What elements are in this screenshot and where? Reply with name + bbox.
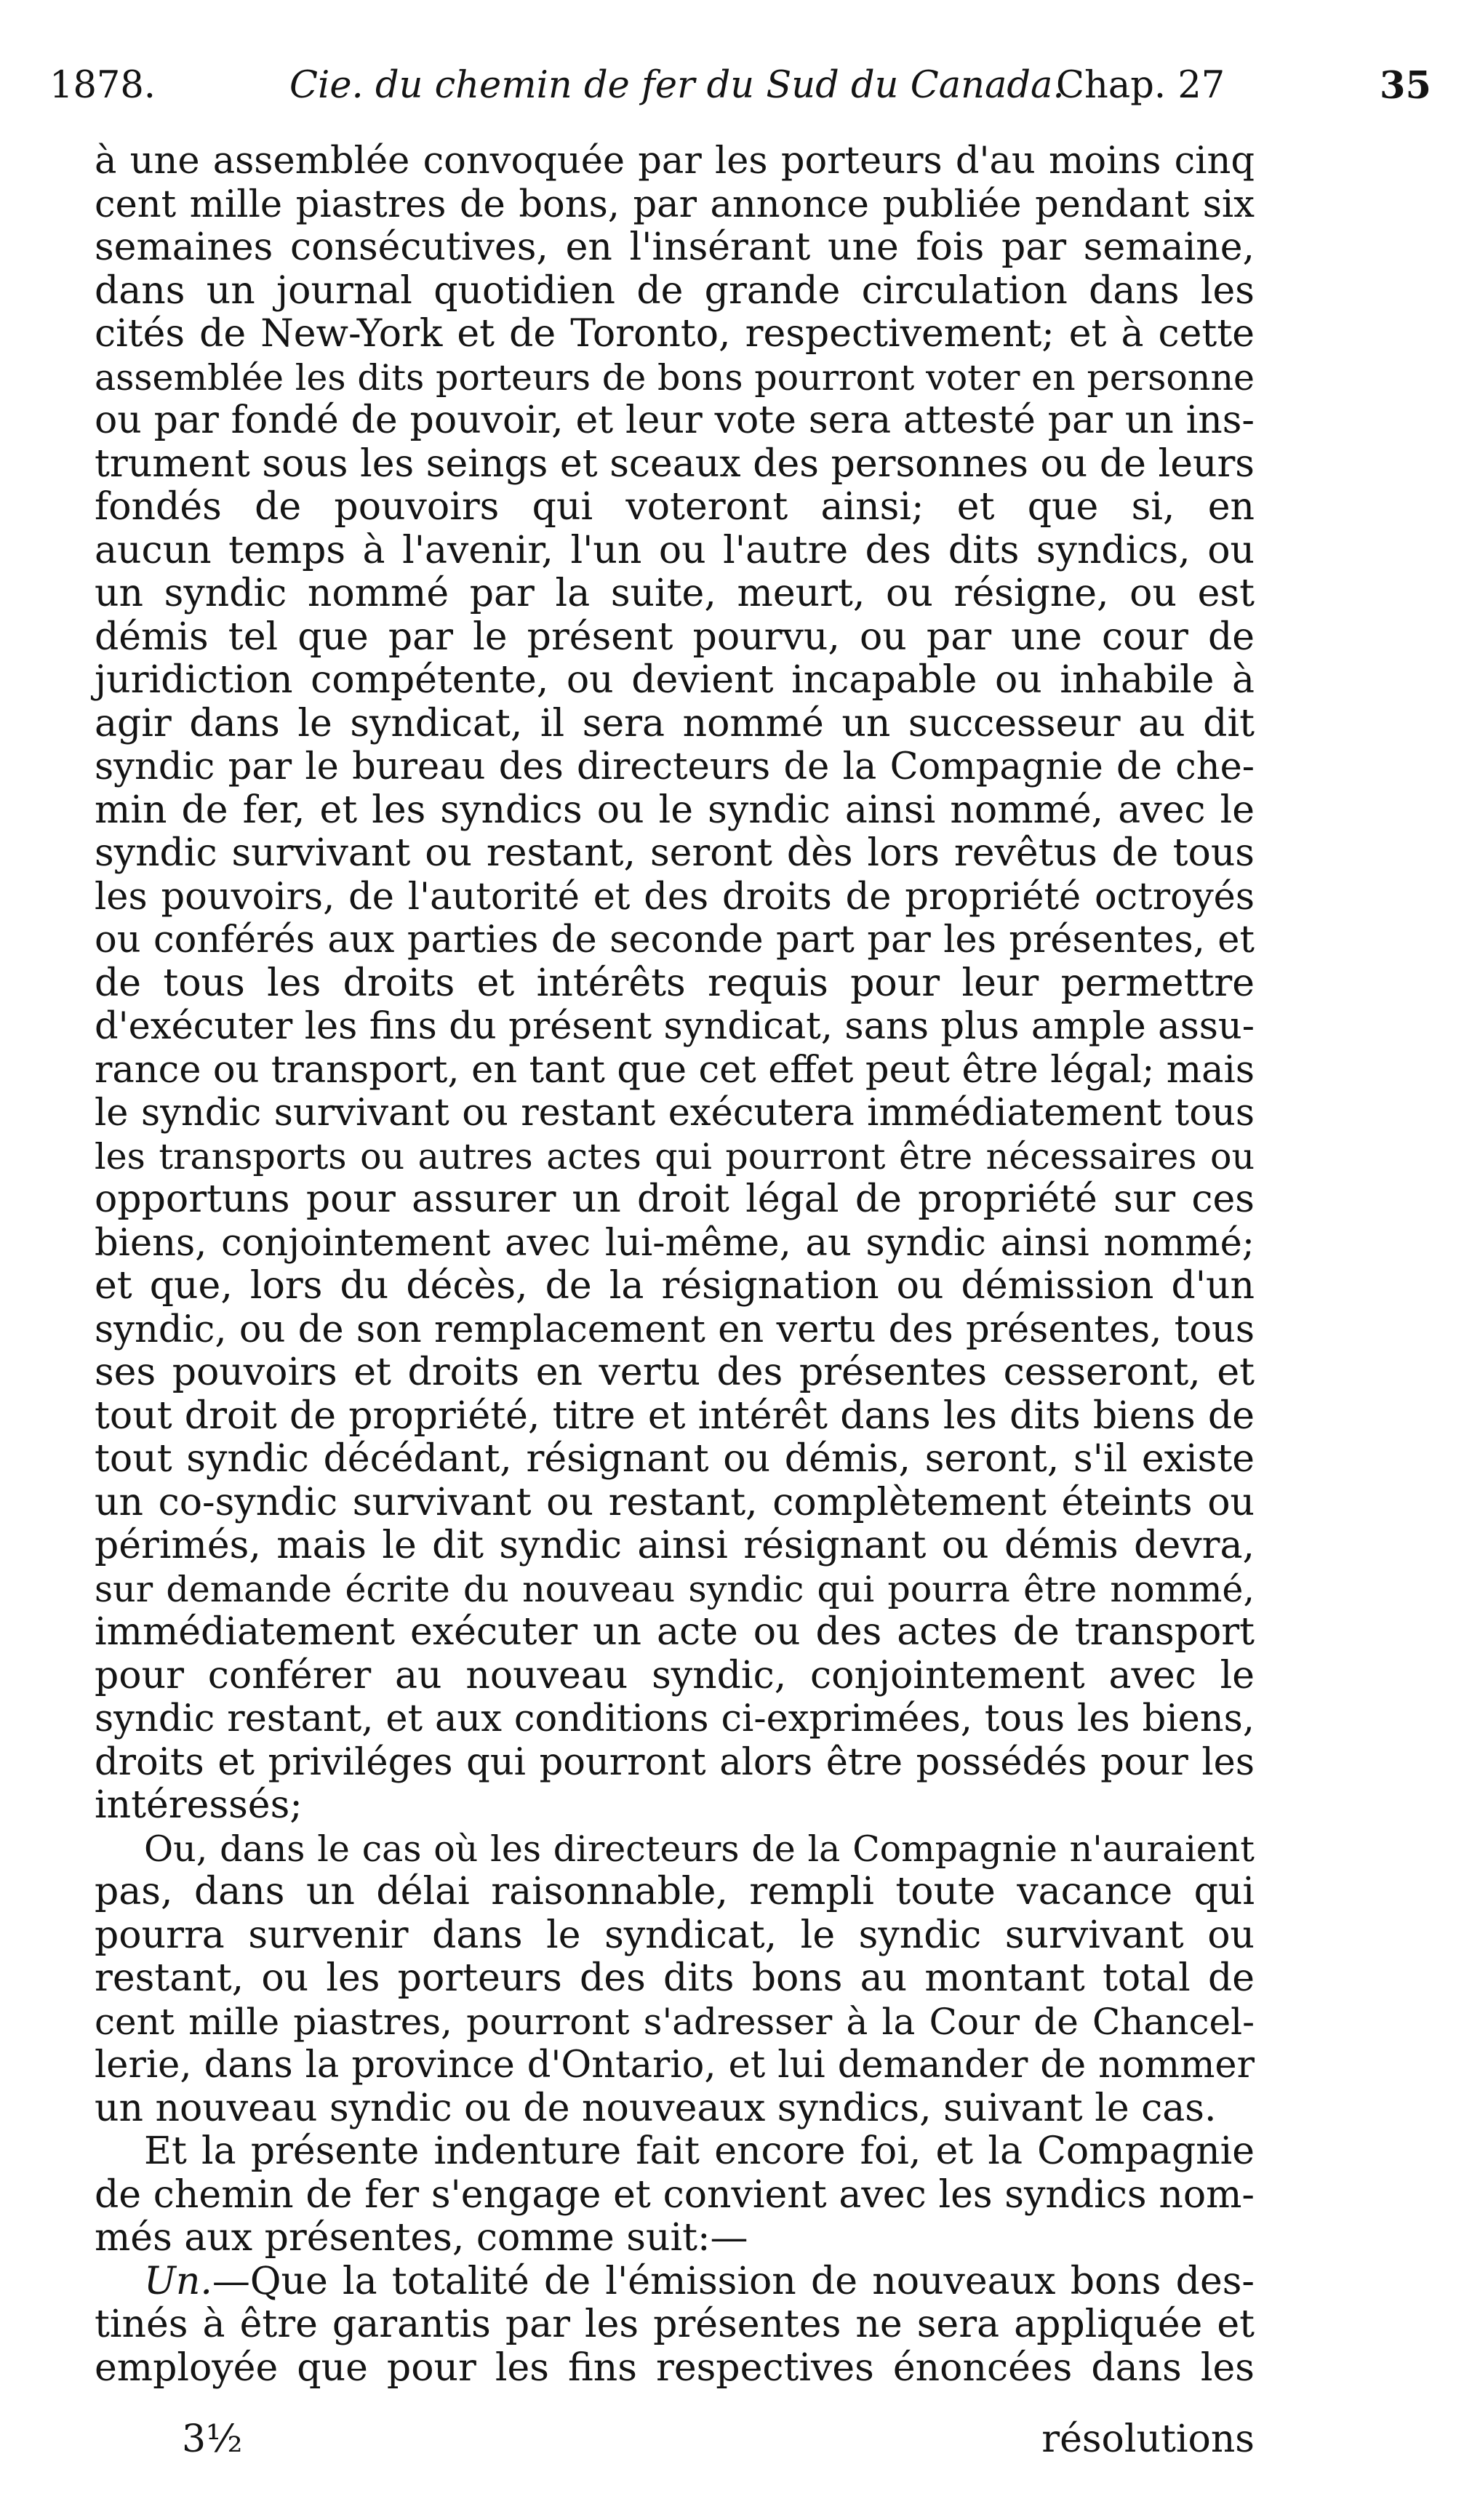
text-line: dans un journal quotidien de grande circulation dans les: [95, 268, 1255, 313]
header-chapter: Chap. 27: [1056, 64, 1225, 107]
text-line: restant, ou les porteurs des dits bons au montant total de: [95, 1956, 1255, 2000]
text-line: les transports ou autres actes qui pourront être nécessaires ou: [95, 1135, 1255, 1177]
text-line: tinés à être garantis par les présentes ne sera appliquée et: [95, 2303, 1255, 2346]
text-line: de tous les droits et intérêts requis pour leur permettre: [95, 961, 1255, 1005]
text-line: le syndic survivant ou restant exécutera immédiatement tous: [95, 1092, 1255, 1135]
text-line: syndic survivant ou restant, seront dès lors revêtus de tous: [95, 831, 1255, 875]
text-line: trument sous les seings et sceaux des personnes ou de leurs: [95, 441, 1255, 486]
page-number: 35: [1380, 64, 1431, 108]
header-year: 1878.: [49, 64, 156, 107]
text-line: Ou, dans le cas où les directeurs de la Compagnie n'auraient: [144, 1828, 1255, 1870]
text-line: intéressés;: [95, 1783, 303, 1827]
text-line: de chemin de fer s'engage et convient avec les syndics nom-: [95, 2172, 1255, 2217]
text-line: un syndic nommé par la suite, meurt, ou résigne, ou est: [95, 572, 1255, 615]
text-line: juridiction compétente, ou devient incapable ou inhabile à: [95, 658, 1255, 702]
signature-mark: 3½: [182, 2417, 243, 2461]
header-title: Cie. du chemin de fer du Sud du Canada.: [289, 64, 1065, 107]
text-line: et que, lors du décès, de la résignation ou démission d'un: [95, 1264, 1255, 1308]
text-line: aucun temps à l'avenir, l'un ou l'autre des dits syndics, ou: [95, 528, 1255, 572]
catchword: résolutions: [1041, 2417, 1255, 2461]
text-line-section: [95, 2260, 1255, 2304]
text-line: ou par fondé de pouvoir, et leur vote sera attesté par un ins-: [95, 399, 1255, 442]
text-line: un nouveau syndic ou de nouveaux syndics, suivant le cas.: [95, 2086, 1217, 2130]
text-line: pour conférer au nouveau syndic, conjointement avec le: [95, 1653, 1255, 1697]
text-line: cent mille piastres, pourront s'adresser à la Cour de Chancel-: [95, 2000, 1255, 2043]
text-line: démis tel que par le présent pourvu, ou par une cour de: [95, 615, 1255, 659]
text-line: syndic restant, et aux conditions ci-exprimées, tous les biens,: [95, 1697, 1255, 1740]
text-line: à une assemblée convoquée par les porteurs d'au moins cinq: [95, 140, 1255, 183]
text-line: sur demande écrite du nouveau syndic qui pourra être nommé,: [95, 1568, 1255, 1610]
text-line: syndic par le bureau des directeurs de la Compagnie de che-: [95, 745, 1255, 788]
text-line: pas, dans un délai raisonnable, rempli toute vacance qui: [95, 1870, 1255, 1913]
body-text: [95, 140, 1255, 2390]
text-line: ses pouvoirs et droits en vertu des présentes cesseront, et: [95, 1351, 1255, 1394]
text-line: fondés de pouvoirs qui voteront ainsi; et que si, en: [95, 485, 1255, 529]
text-line: biens, conjointement avec lui-même, au syndic ainsi nommé;: [95, 1221, 1255, 1265]
text-line: pourra survenir dans le syndicat, le syndic survivant ou: [95, 1913, 1255, 1957]
text-line: tout droit de propriété, titre et intérêt dans les dits biens de: [95, 1393, 1255, 1438]
text-line: ou conférés aux parties de seconde part par les présentes, et: [95, 919, 1255, 961]
text-line: d'exécuter les fins du présent syndicat, sans plus ample assu-: [95, 1005, 1255, 1048]
text-line: més aux présentes, comme suit:—: [95, 2216, 748, 2260]
text-line: employée que pour les fins respectives énoncées dans les: [95, 2345, 1255, 2390]
section-label: Un.: [144, 2259, 212, 2303]
text-line: tout syndic décédant, résignant ou démis, seront, s'il existe: [95, 1437, 1255, 1481]
text-line: immédiatement exécuter un acte ou des actes de transport: [95, 1610, 1255, 1654]
text-line: cent mille piastres de bons, par annonce publiée pendant six: [95, 183, 1255, 226]
running-header: [49, 57, 1431, 115]
section-text: —Que la totalité de l'émission de nouveaux bons des-: [212, 2259, 1255, 2303]
page-footer: [95, 2416, 1255, 2463]
text-line: assemblée les dits porteurs de bons pourront voter en personne: [95, 356, 1255, 399]
text-line: cités de New-York et de Toronto, respectivement; et à cette: [95, 312, 1255, 356]
text-line: droits et priviléges qui pourront alors être possédés pour les: [95, 1740, 1255, 1784]
text-line: syndic, ou de son remplacement en vertu des présentes, tous: [95, 1308, 1255, 1351]
text-line: semaines consécutives, en l'insérant une fois par semaine,: [95, 225, 1255, 269]
text-line: rance ou transport, en tant que cet effet peut être légal; mais: [95, 1048, 1255, 1092]
text-line: agir dans le syndicat, il sera nommé un successeur au dit: [95, 701, 1255, 745]
text-line: les pouvoirs, de l'autorité et des droits de propriété octroyés: [95, 875, 1255, 919]
text-line: un co-syndic survivant ou restant, complètement éteints ou: [95, 1480, 1255, 1524]
text-line: Et la présente indenture fait encore foi, et la Compagnie: [144, 2129, 1255, 2173]
text-line: lerie, dans la province d'Ontario, et lui demander de nommer: [95, 2044, 1255, 2087]
text-line: opportuns pour assurer un droit légal de propriété sur ces: [95, 1177, 1255, 1221]
text-line: périmés, mais le dit syndic ainsi résignant ou démis devra,: [95, 1524, 1255, 1567]
text-line: min de fer, et les syndics ou le syndic ainsi nommé, avec le: [95, 788, 1255, 832]
